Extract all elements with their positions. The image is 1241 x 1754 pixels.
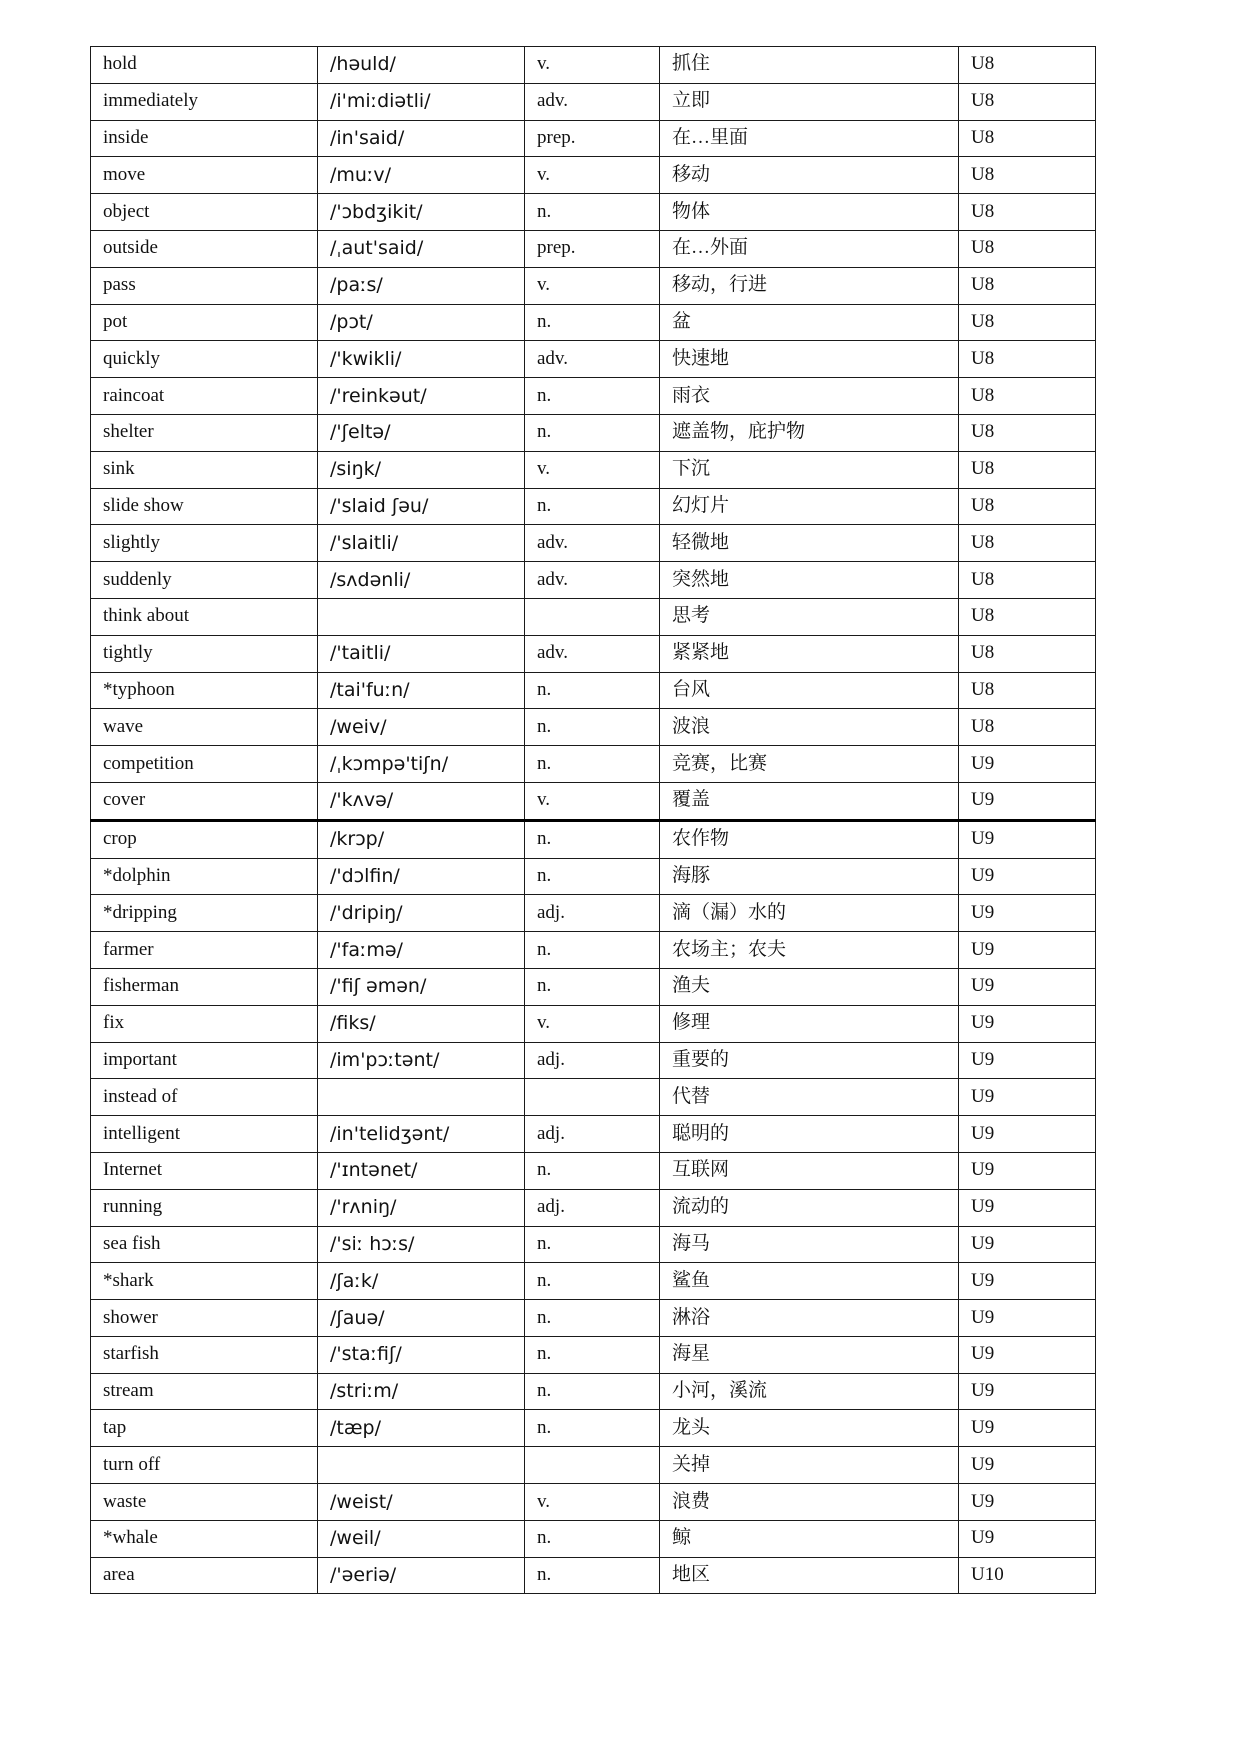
- meaning-cell: 鲸: [660, 1520, 959, 1557]
- pos-cell: v.: [525, 451, 660, 488]
- unit-cell: U8: [959, 267, 1096, 304]
- pos-cell: [525, 1447, 660, 1484]
- phonetic-cell: /pɔt/: [318, 304, 525, 341]
- meaning-cell: 快速地: [660, 341, 959, 378]
- phonetic-cell: /'kwikli/: [318, 341, 525, 378]
- table-row: [91, 1484, 1096, 1521]
- meaning-cell: 农作物: [660, 820, 959, 858]
- phonetic-cell: /i'miːdiətli/: [318, 83, 525, 120]
- word-cell: tightly: [91, 635, 318, 672]
- word-cell: *shark: [91, 1263, 318, 1300]
- unit-cell: U8: [959, 635, 1096, 672]
- unit-cell: U8: [959, 414, 1096, 451]
- pos-cell: adv.: [525, 562, 660, 599]
- table-row: [91, 378, 1096, 415]
- phonetic-cell: /'kʌvə/: [318, 782, 525, 820]
- unit-cell: U9: [959, 858, 1096, 895]
- word-cell: farmer: [91, 932, 318, 969]
- meaning-cell: 下沉: [660, 451, 959, 488]
- word-cell: starfish: [91, 1336, 318, 1373]
- table-row: [91, 1557, 1096, 1594]
- unit-cell: U10: [959, 1557, 1096, 1594]
- meaning-cell: 重要的: [660, 1042, 959, 1079]
- phonetic-cell: /ˌkɔmpə'tiʃn/: [318, 746, 525, 783]
- word-cell: intelligent: [91, 1116, 318, 1153]
- unit-cell: U9: [959, 932, 1096, 969]
- vocabulary-table: [90, 46, 1096, 1594]
- unit-cell: U8: [959, 157, 1096, 194]
- phonetic-cell: [318, 1447, 525, 1484]
- pos-cell: adv.: [525, 341, 660, 378]
- meaning-cell: 海马: [660, 1226, 959, 1263]
- word-cell: *typhoon: [91, 672, 318, 709]
- phonetic-cell: /həuld/: [318, 47, 525, 84]
- unit-cell: U9: [959, 1005, 1096, 1042]
- pos-cell: n.: [525, 968, 660, 1005]
- meaning-cell: 思考: [660, 598, 959, 635]
- meaning-cell: 遮盖物，庇护物: [660, 414, 959, 451]
- phonetic-cell: /'əeriə/: [318, 1557, 525, 1594]
- unit-cell: U8: [959, 230, 1096, 267]
- unit-cell: U8: [959, 378, 1096, 415]
- vocab-table-body: [91, 47, 1096, 1594]
- phonetic-cell: /'ɔbdʒikit/: [318, 194, 525, 231]
- word-cell: Internet: [91, 1152, 318, 1189]
- table-row: [91, 194, 1096, 231]
- meaning-cell: 海星: [660, 1336, 959, 1373]
- table-row: [91, 1336, 1096, 1373]
- word-cell: inside: [91, 120, 318, 157]
- pos-cell: n.: [525, 672, 660, 709]
- pos-cell: adv.: [525, 635, 660, 672]
- table-row: [91, 1189, 1096, 1226]
- meaning-cell: 地区: [660, 1557, 959, 1594]
- pos-cell: v.: [525, 782, 660, 820]
- meaning-cell: 流动的: [660, 1189, 959, 1226]
- pos-cell: prep.: [525, 120, 660, 157]
- phonetic-cell: /'reinkəut/: [318, 378, 525, 415]
- unit-cell: U9: [959, 1484, 1096, 1521]
- phonetic-cell: /ʃauə/: [318, 1300, 525, 1337]
- table-row: [91, 1079, 1096, 1116]
- pos-cell: n.: [525, 820, 660, 858]
- pos-cell: n.: [525, 1557, 660, 1594]
- pos-cell: n.: [525, 378, 660, 415]
- table-row: [91, 820, 1096, 858]
- meaning-cell: 淋浴: [660, 1300, 959, 1337]
- word-cell: stream: [91, 1373, 318, 1410]
- pos-cell: n.: [525, 304, 660, 341]
- table-row: [91, 746, 1096, 783]
- phonetic-cell: /siŋk/: [318, 451, 525, 488]
- unit-cell: U9: [959, 1447, 1096, 1484]
- word-cell: *whale: [91, 1520, 318, 1557]
- word-cell: waste: [91, 1484, 318, 1521]
- word-cell: quickly: [91, 341, 318, 378]
- word-cell: think about: [91, 598, 318, 635]
- phonetic-cell: /'slaid ʃəu/: [318, 488, 525, 525]
- unit-cell: U8: [959, 120, 1096, 157]
- word-cell: tap: [91, 1410, 318, 1447]
- phonetic-cell: [318, 598, 525, 635]
- unit-cell: U8: [959, 562, 1096, 599]
- unit-cell: U9: [959, 895, 1096, 932]
- phonetic-cell: /ˌaut'said/: [318, 230, 525, 267]
- unit-cell: U8: [959, 525, 1096, 562]
- phonetic-cell: /'slaitli/: [318, 525, 525, 562]
- meaning-cell: 台风: [660, 672, 959, 709]
- meaning-cell: 波浪: [660, 709, 959, 746]
- table-row: [91, 562, 1096, 599]
- word-cell: pass: [91, 267, 318, 304]
- phonetic-cell: /'staːfiʃ/: [318, 1336, 525, 1373]
- table-row: [91, 782, 1096, 820]
- phonetic-cell: [318, 1079, 525, 1116]
- pos-cell: [525, 1079, 660, 1116]
- word-cell: instead of: [91, 1079, 318, 1116]
- word-cell: pot: [91, 304, 318, 341]
- phonetic-cell: /im'pɔːtənt/: [318, 1042, 525, 1079]
- word-cell: shelter: [91, 414, 318, 451]
- word-cell: shower: [91, 1300, 318, 1337]
- meaning-cell: 小河，溪流: [660, 1373, 959, 1410]
- meaning-cell: 农场主；农夫: [660, 932, 959, 969]
- unit-cell: U9: [959, 1373, 1096, 1410]
- word-cell: area: [91, 1557, 318, 1594]
- pos-cell: n.: [525, 1336, 660, 1373]
- table-row: [91, 932, 1096, 969]
- meaning-cell: 在…外面: [660, 230, 959, 267]
- phonetic-cell: /tai'fuːn/: [318, 672, 525, 709]
- meaning-cell: 在…里面: [660, 120, 959, 157]
- table-row: [91, 157, 1096, 194]
- pos-cell: adv.: [525, 83, 660, 120]
- phonetic-cell: /'ɪntənet/: [318, 1152, 525, 1189]
- unit-cell: U9: [959, 1079, 1096, 1116]
- meaning-cell: 聪明的: [660, 1116, 959, 1153]
- phonetic-cell: /'fiʃ əmən/: [318, 968, 525, 1005]
- table-row: [91, 120, 1096, 157]
- unit-cell: U9: [959, 968, 1096, 1005]
- unit-cell: U8: [959, 47, 1096, 84]
- pos-cell: adj.: [525, 895, 660, 932]
- pos-cell: n.: [525, 746, 660, 783]
- table-row: [91, 83, 1096, 120]
- word-cell: *dripping: [91, 895, 318, 932]
- unit-cell: U9: [959, 1189, 1096, 1226]
- table-row: [91, 1300, 1096, 1337]
- word-cell: outside: [91, 230, 318, 267]
- table-row: [91, 635, 1096, 672]
- meaning-cell: 突然地: [660, 562, 959, 599]
- meaning-cell: 渔夫: [660, 968, 959, 1005]
- meaning-cell: 移动，行进: [660, 267, 959, 304]
- pos-cell: v.: [525, 267, 660, 304]
- table-row: [91, 709, 1096, 746]
- table-row: [91, 304, 1096, 341]
- unit-cell: U9: [959, 746, 1096, 783]
- unit-cell: U9: [959, 1520, 1096, 1557]
- table-row: [91, 525, 1096, 562]
- meaning-cell: 物体: [660, 194, 959, 231]
- phonetic-cell: /'taitli/: [318, 635, 525, 672]
- unit-cell: U8: [959, 451, 1096, 488]
- pos-cell: n.: [525, 488, 660, 525]
- pos-cell: adj.: [525, 1189, 660, 1226]
- pos-cell: n.: [525, 1520, 660, 1557]
- unit-cell: U9: [959, 1116, 1096, 1153]
- word-cell: hold: [91, 47, 318, 84]
- word-cell: *dolphin: [91, 858, 318, 895]
- unit-cell: U9: [959, 1226, 1096, 1263]
- phonetic-cell: /'faːmə/: [318, 932, 525, 969]
- table-row: [91, 1263, 1096, 1300]
- phonetic-cell: /striːm/: [318, 1373, 525, 1410]
- pos-cell: adj.: [525, 1116, 660, 1153]
- word-cell: move: [91, 157, 318, 194]
- phonetic-cell: /in'telidʒənt/: [318, 1116, 525, 1153]
- phonetic-cell: /sʌdənli/: [318, 562, 525, 599]
- meaning-cell: 幻灯片: [660, 488, 959, 525]
- pos-cell: n.: [525, 1373, 660, 1410]
- word-cell: crop: [91, 820, 318, 858]
- table-row: [91, 1116, 1096, 1153]
- unit-cell: U8: [959, 304, 1096, 341]
- meaning-cell: 鲨鱼: [660, 1263, 959, 1300]
- unit-cell: U9: [959, 1410, 1096, 1447]
- unit-cell: U8: [959, 598, 1096, 635]
- pos-cell: v.: [525, 157, 660, 194]
- table-row: [91, 47, 1096, 84]
- word-cell: sea fish: [91, 1226, 318, 1263]
- meaning-cell: 雨衣: [660, 378, 959, 415]
- table-row: [91, 341, 1096, 378]
- pos-cell: n.: [525, 1263, 660, 1300]
- meaning-cell: 轻微地: [660, 525, 959, 562]
- meaning-cell: 关掉: [660, 1447, 959, 1484]
- unit-cell: U9: [959, 1152, 1096, 1189]
- phonetic-cell: /fiks/: [318, 1005, 525, 1042]
- table-row: [91, 1520, 1096, 1557]
- unit-cell: U9: [959, 782, 1096, 820]
- word-cell: fix: [91, 1005, 318, 1042]
- word-cell: slightly: [91, 525, 318, 562]
- word-cell: important: [91, 1042, 318, 1079]
- table-row: [91, 1447, 1096, 1484]
- table-row: [91, 1005, 1096, 1042]
- unit-cell: U8: [959, 83, 1096, 120]
- table-row: [91, 414, 1096, 451]
- word-cell: cover: [91, 782, 318, 820]
- phonetic-cell: /'siː hɔːs/: [318, 1226, 525, 1263]
- pos-cell: n.: [525, 858, 660, 895]
- table-row: [91, 1373, 1096, 1410]
- meaning-cell: 紧紧地: [660, 635, 959, 672]
- phonetic-cell: /'dɔlfin/: [318, 858, 525, 895]
- word-cell: raincoat: [91, 378, 318, 415]
- phonetic-cell: /in'said/: [318, 120, 525, 157]
- pos-cell: v.: [525, 1484, 660, 1521]
- pos-cell: [525, 598, 660, 635]
- word-cell: competition: [91, 746, 318, 783]
- meaning-cell: 竞赛，比赛: [660, 746, 959, 783]
- pos-cell: n.: [525, 709, 660, 746]
- table-row: [91, 267, 1096, 304]
- table-row: [91, 858, 1096, 895]
- phonetic-cell: /'dripiŋ/: [318, 895, 525, 932]
- table-row: [91, 895, 1096, 932]
- pos-cell: n.: [525, 1226, 660, 1263]
- phonetic-cell: /ʃaːk/: [318, 1263, 525, 1300]
- word-cell: turn off: [91, 1447, 318, 1484]
- phonetic-cell: /paːs/: [318, 267, 525, 304]
- word-cell: object: [91, 194, 318, 231]
- meaning-cell: 覆盖: [660, 782, 959, 820]
- table-row: [91, 451, 1096, 488]
- pos-cell: n.: [525, 932, 660, 969]
- meaning-cell: 龙头: [660, 1410, 959, 1447]
- unit-cell: U8: [959, 194, 1096, 231]
- word-cell: suddenly: [91, 562, 318, 599]
- phonetic-cell: /'ʃeltə/: [318, 414, 525, 451]
- pos-cell: n.: [525, 1410, 660, 1447]
- meaning-cell: 移动: [660, 157, 959, 194]
- pos-cell: n.: [525, 1300, 660, 1337]
- word-cell: slide show: [91, 488, 318, 525]
- meaning-cell: 浪费: [660, 1484, 959, 1521]
- meaning-cell: 滴（漏）水的: [660, 895, 959, 932]
- meaning-cell: 代替: [660, 1079, 959, 1116]
- meaning-cell: 互联网: [660, 1152, 959, 1189]
- word-cell: immediately: [91, 83, 318, 120]
- table-row: [91, 672, 1096, 709]
- word-cell: running: [91, 1189, 318, 1226]
- word-cell: sink: [91, 451, 318, 488]
- pos-cell: prep.: [525, 230, 660, 267]
- meaning-cell: 盆: [660, 304, 959, 341]
- phonetic-cell: /weiv/: [318, 709, 525, 746]
- pos-cell: n.: [525, 1152, 660, 1189]
- table-row: [91, 968, 1096, 1005]
- phonetic-cell: /muːv/: [318, 157, 525, 194]
- unit-cell: U9: [959, 1336, 1096, 1373]
- unit-cell: U9: [959, 1263, 1096, 1300]
- pos-cell: v.: [525, 1005, 660, 1042]
- table-row: [91, 598, 1096, 635]
- pos-cell: adv.: [525, 525, 660, 562]
- table-row: [91, 230, 1096, 267]
- unit-cell: U8: [959, 341, 1096, 378]
- word-cell: fisherman: [91, 968, 318, 1005]
- pos-cell: v.: [525, 47, 660, 84]
- meaning-cell: 抓住: [660, 47, 959, 84]
- unit-cell: U8: [959, 672, 1096, 709]
- meaning-cell: 修理: [660, 1005, 959, 1042]
- table-row: [91, 1410, 1096, 1447]
- pos-cell: adj.: [525, 1042, 660, 1079]
- table-row: [91, 1226, 1096, 1263]
- phonetic-cell: /krɔp/: [318, 820, 525, 858]
- meaning-cell: 立即: [660, 83, 959, 120]
- table-row: [91, 488, 1096, 525]
- unit-cell: U8: [959, 709, 1096, 746]
- table-row: [91, 1152, 1096, 1189]
- table-row: [91, 1042, 1096, 1079]
- unit-cell: U8: [959, 488, 1096, 525]
- unit-cell: U9: [959, 1042, 1096, 1079]
- word-cell: wave: [91, 709, 318, 746]
- phonetic-cell: /tæp/: [318, 1410, 525, 1447]
- phonetic-cell: /'rʌniŋ/: [318, 1189, 525, 1226]
- unit-cell: U9: [959, 820, 1096, 858]
- meaning-cell: 海豚: [660, 858, 959, 895]
- phonetic-cell: /weist/: [318, 1484, 525, 1521]
- pos-cell: n.: [525, 414, 660, 451]
- phonetic-cell: /weil/: [318, 1520, 525, 1557]
- unit-cell: U9: [959, 1300, 1096, 1337]
- pos-cell: n.: [525, 194, 660, 231]
